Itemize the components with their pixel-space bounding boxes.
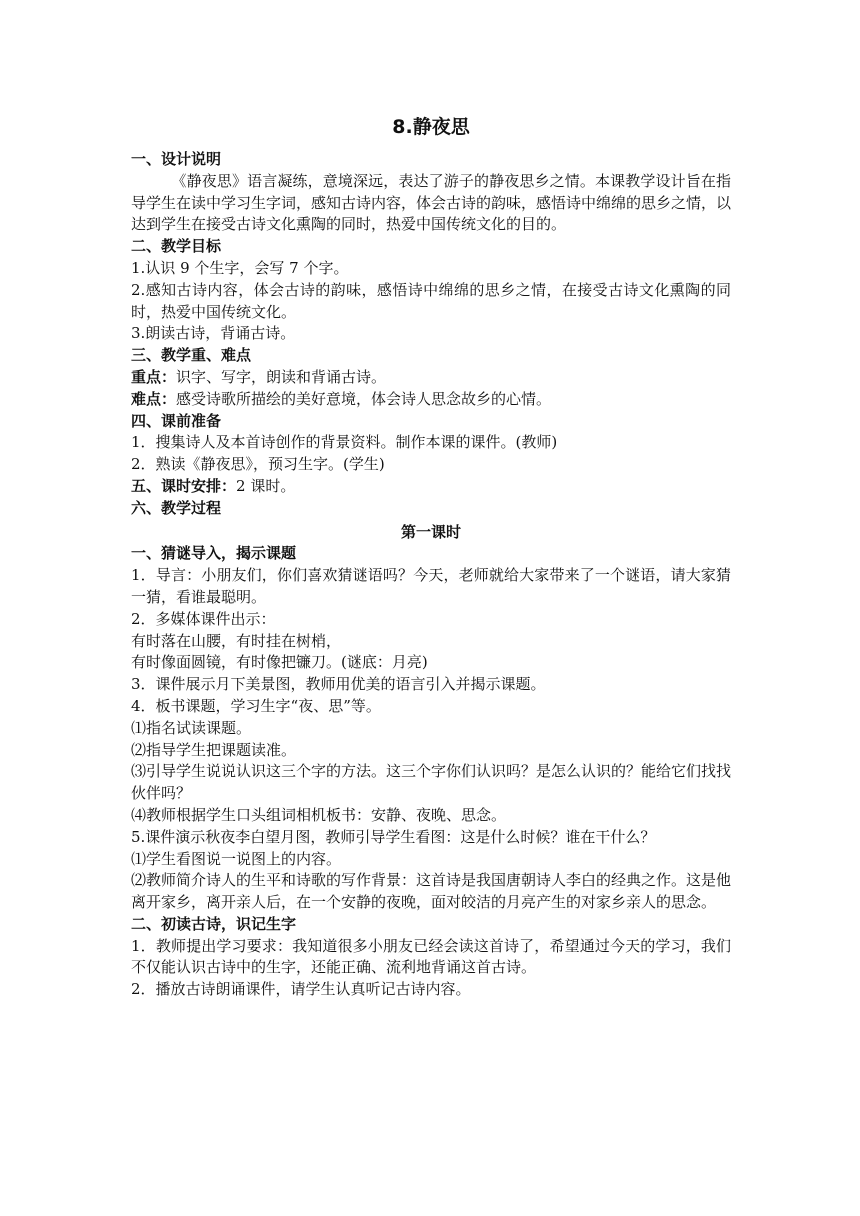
process-item: 1．教师提出学习要求：我知道很多小朋友已经会读这首诗了，希望通过今天的学习，我们不仅能认识古诗中的生字，还能正确、流利地背诵这首古诗。: [131, 936, 731, 977]
riddle-line: 有时像面圆镜，有时像把镰刀。(谜底：月亮): [131, 653, 428, 672]
process-item: 3．课件展示月下美景图，教师用优美的语言引入并揭示课题。: [131, 675, 546, 694]
process-subitem: ⑶引导学生说说认识这三个字的方法。这三个字你们认识吗？是怎么认识的？能给它们找找伙伴吗？: [131, 762, 732, 803]
section-heading-preparation: 四、课前准备: [131, 411, 222, 430]
process-subitem: ⑴指名试读课题。: [131, 718, 252, 737]
section-heading-goals: 二、教学目标: [131, 237, 222, 256]
difficult-point-text: 感受诗歌所描绘的美好意境，体会诗人思念故乡的心情。: [176, 389, 552, 408]
lesson-title: 第一课时: [400, 522, 461, 541]
preparation-item: 1．搜集诗人及本首诗创作的背景资料。制作本课的课件。(教师): [131, 433, 558, 452]
process-subitem: ⑵教师简介诗人的生平和诗歌的写作背景：这首诗是我国唐朝诗人李白的经典之作。这是他离开家乡，离开亲人后，在一个安静的夜晚，面对皎洁的月亮产生的对家乡亲人的思念。: [131, 871, 732, 912]
goal-item: 1.认识 9 个生字，会写 7 个字。: [131, 258, 349, 277]
section-heading-key-points: 三、教学重、难点: [131, 346, 252, 365]
schedule-line: [131, 476, 731, 498]
section-heading-process: 六、教学过程: [131, 498, 222, 517]
process-subitem: ⑴学生看图说一说图上的内容。: [131, 849, 342, 868]
difficult-point: [131, 389, 731, 411]
process-subitem: ⑵指导学生把课题读准。: [131, 740, 297, 759]
key-point-label: 重点：: [131, 367, 177, 386]
process-item: 2．播放古诗朗诵课件，请学生认真听记古诗内容。: [131, 980, 471, 999]
preparation-item: 2．熟读《静夜思》，预习生字。(学生): [131, 455, 385, 474]
difficult-point-label: 难点：: [131, 389, 177, 408]
section-heading-design: 一、设计说明: [131, 150, 222, 168]
goal-item: 3.朗读古诗，背诵古诗。: [131, 324, 296, 343]
schedule-text: 2 课时。: [236, 476, 296, 495]
key-point-text: 识字、写字，朗读和背诵古诗。: [176, 367, 387, 386]
process-item: 4．板书课题，学习生字“夜、思”等。: [131, 696, 381, 715]
part-heading-riddle: 一、猜谜导入，揭示课题: [131, 544, 297, 563]
part-heading-first-reading: 二、初读古诗，识记生字: [131, 914, 297, 933]
process-item: 5.课件演示秋夜李白望月图，教师引导学生看图：这是什么时候？谁在干什么？: [131, 827, 656, 846]
goal-item: 2.感知古诗内容，体会古诗的韵味，感悟诗中绵绵的思乡之情，在接受古诗文化熏陶的同时，热爱中国传统文化。: [131, 280, 731, 321]
key-point: [131, 367, 731, 389]
process-item: 1．导言：小朋友们，你们喜欢猜谜语吗？今天，老师就给大家带来了一个谜语，请大家猜一猜，看谁最聪明。: [131, 566, 731, 606]
riddle-line: 有时落在山腰，有时挂在树梢，: [131, 631, 342, 650]
design-description: 《静夜思》语言凝练，意境深远，表达了游子的静夜思乡之情。本课教学设计旨在指导学生在读中学习生字词，感知古诗内容，体会古诗的韵味，感悟诗中绵绵的思乡之情，以达到学生在接受古诗文化熏陶的同时，热爱中国传统文化的目的。: [131, 171, 732, 234]
process-subitem: ⑷教师根据学生口头组词相机板书：安静、夜晚、思念。: [131, 805, 507, 824]
document-page: [131, 112, 731, 1001]
document-title: 8.静夜思: [392, 116, 470, 138]
section-heading-schedule: 五、课时安排：: [131, 476, 237, 495]
process-item: 2．多媒体课件出示：: [131, 609, 276, 628]
